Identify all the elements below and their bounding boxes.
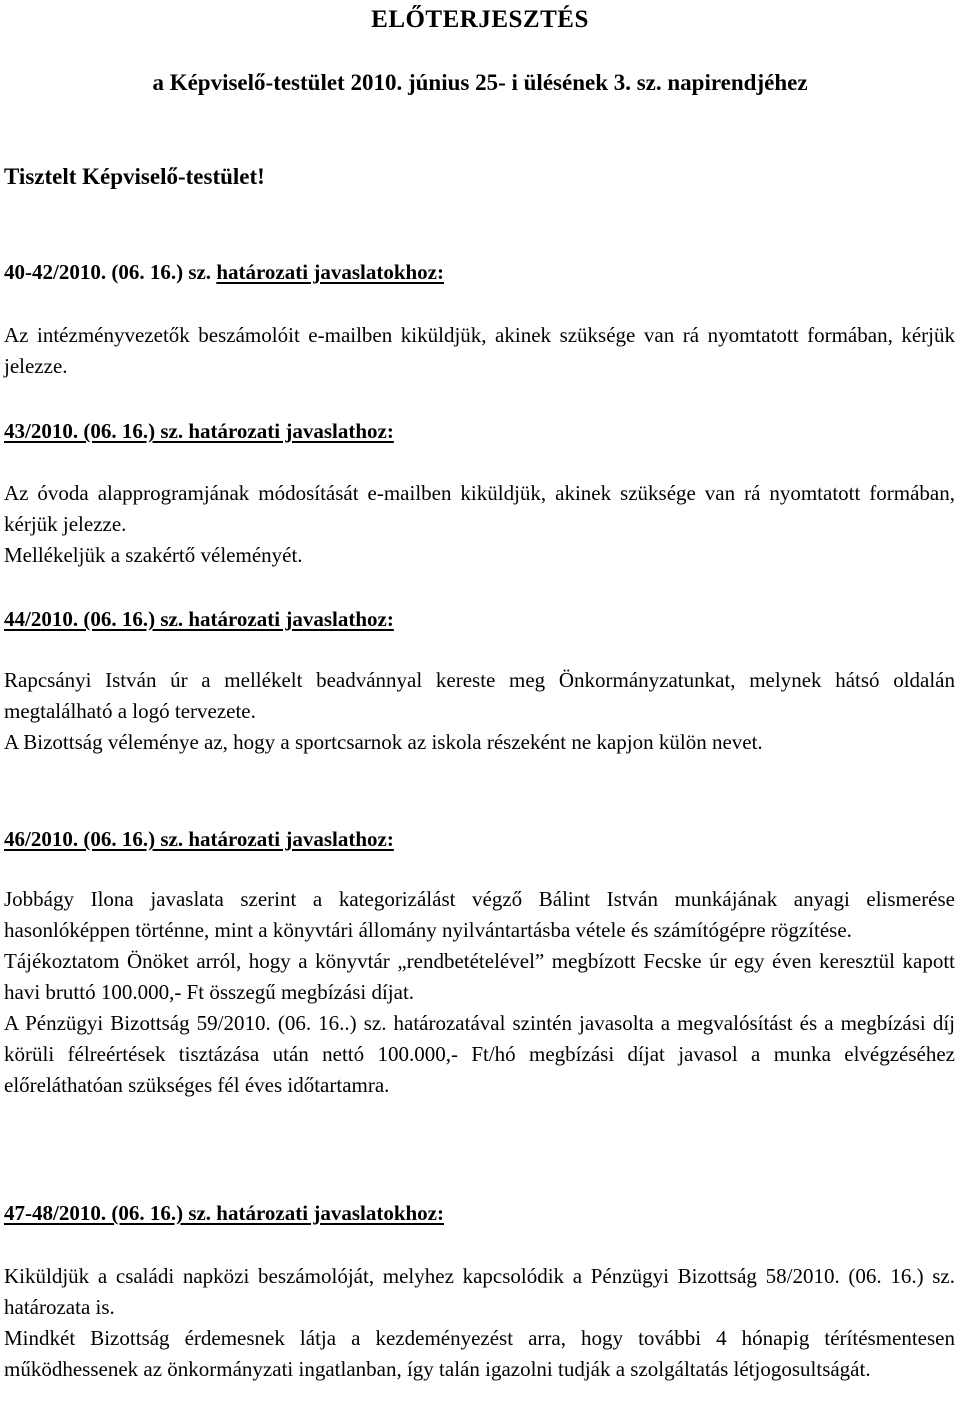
paragraph: Az óvoda alapprogramjának módosítását e-mailben kiküldjük, akinek szüksége van rá nyomtatott formában, kérjük jelezze. xyxy=(4,481,955,536)
salutation: Tisztelt Képviselő-testület! xyxy=(4,164,265,189)
paragraph: Kiküldjük a családi napközi beszámolóját, melyhez kapcsolódik a Pénzügyi Bizottság 58/2010. (06. 16.) sz. határozata is. xyxy=(4,1264,955,1319)
section-heading-prefix: 40-42/2010. (06. 16.) sz. xyxy=(4,260,217,284)
document-subtitle: a Képviselő-testület 2010. június 25- i ülésének 3. sz. napirendjéhez xyxy=(152,70,808,95)
section-heading-underlined: 47-48/2010. (06. 16.) sz. határozati javaslatokhoz: xyxy=(4,1201,444,1225)
section-heading-underlined: 44/2010. (06. 16.) sz. határozati javaslathoz: xyxy=(4,607,394,631)
section-heading-underlined: 46/2010. (06. 16.) sz. határozati javaslathoz: xyxy=(4,827,394,851)
section-body-2 xyxy=(4,478,955,571)
section-heading-5 xyxy=(4,1199,444,1227)
section-heading-underlined: határozati javaslatokhoz: xyxy=(216,260,444,284)
paragraph: Jobbágy Ilona javaslata szerint a kategorizálást végző Bálint István munkájának anyagi elismerése hasonlóképpen történne, mint a könyvtári állomány nyilvántartásba vétele és számítógépre rögzítése. xyxy=(4,887,955,942)
paragraph: A Bizottság véleménye az, hogy a sportcsarnok az iskola részeként ne kapjon külön nevet. xyxy=(4,730,763,754)
section-body-5 xyxy=(4,1261,955,1385)
section-heading-2 xyxy=(4,417,394,445)
paragraph: Mellékeljük a szakértő véleményét. xyxy=(4,543,303,567)
section-heading-underlined: 43/2010. (06. 16.) sz. határozati javaslathoz: xyxy=(4,419,394,443)
paragraph: Tájékoztatom Önöket arról, hogy a könyvtár „rendbetételével” megbízott Fecske úr egy éven keresztül kapott havi bruttó 100.000,- Ft összegű megbízási díjat. xyxy=(4,949,955,1004)
section-body-3 xyxy=(4,665,955,758)
document-title: ELŐTERJESZTÉS xyxy=(371,6,589,33)
paragraph: Az intézményvezetők beszámolóit e-mailben kiküldjük, akinek szüksége van rá nyomtatott formában, kérjük jelezze. xyxy=(4,323,955,378)
section-body-1 xyxy=(4,320,955,382)
section-heading-4 xyxy=(4,825,394,853)
paragraph: A Pénzügyi Bizottság 59/2010. (06. 16..) sz. határozatával szintén javasolta a megvalósítást és a megbízási díj körüli félreértések tisztázása után nettó 100.000,- Ft/hó megbízási díjat javasol a munka elvégzéséhez előreláthatóan szükséges fél éves időtartamra. xyxy=(4,1011,955,1097)
paragraph: Rapcsányi István úr a mellékelt beadvánnyal kereste meg Önkormányzatunkat, melynek hátsó oldalán megtalálható a logó tervezete. xyxy=(4,668,955,723)
section-heading-1 xyxy=(4,258,444,286)
section-body-4 xyxy=(4,884,955,1101)
section-heading-3 xyxy=(4,605,394,633)
paragraph: Mindkét Bizottság érdemesnek látja a kezdeményezést arra, hogy további 4 hónapig térítésmentesen működhessenek az önkormányzati ingatlanban, így talán igazolni tudják a szolgáltatás létjogosultságát. xyxy=(4,1326,955,1381)
